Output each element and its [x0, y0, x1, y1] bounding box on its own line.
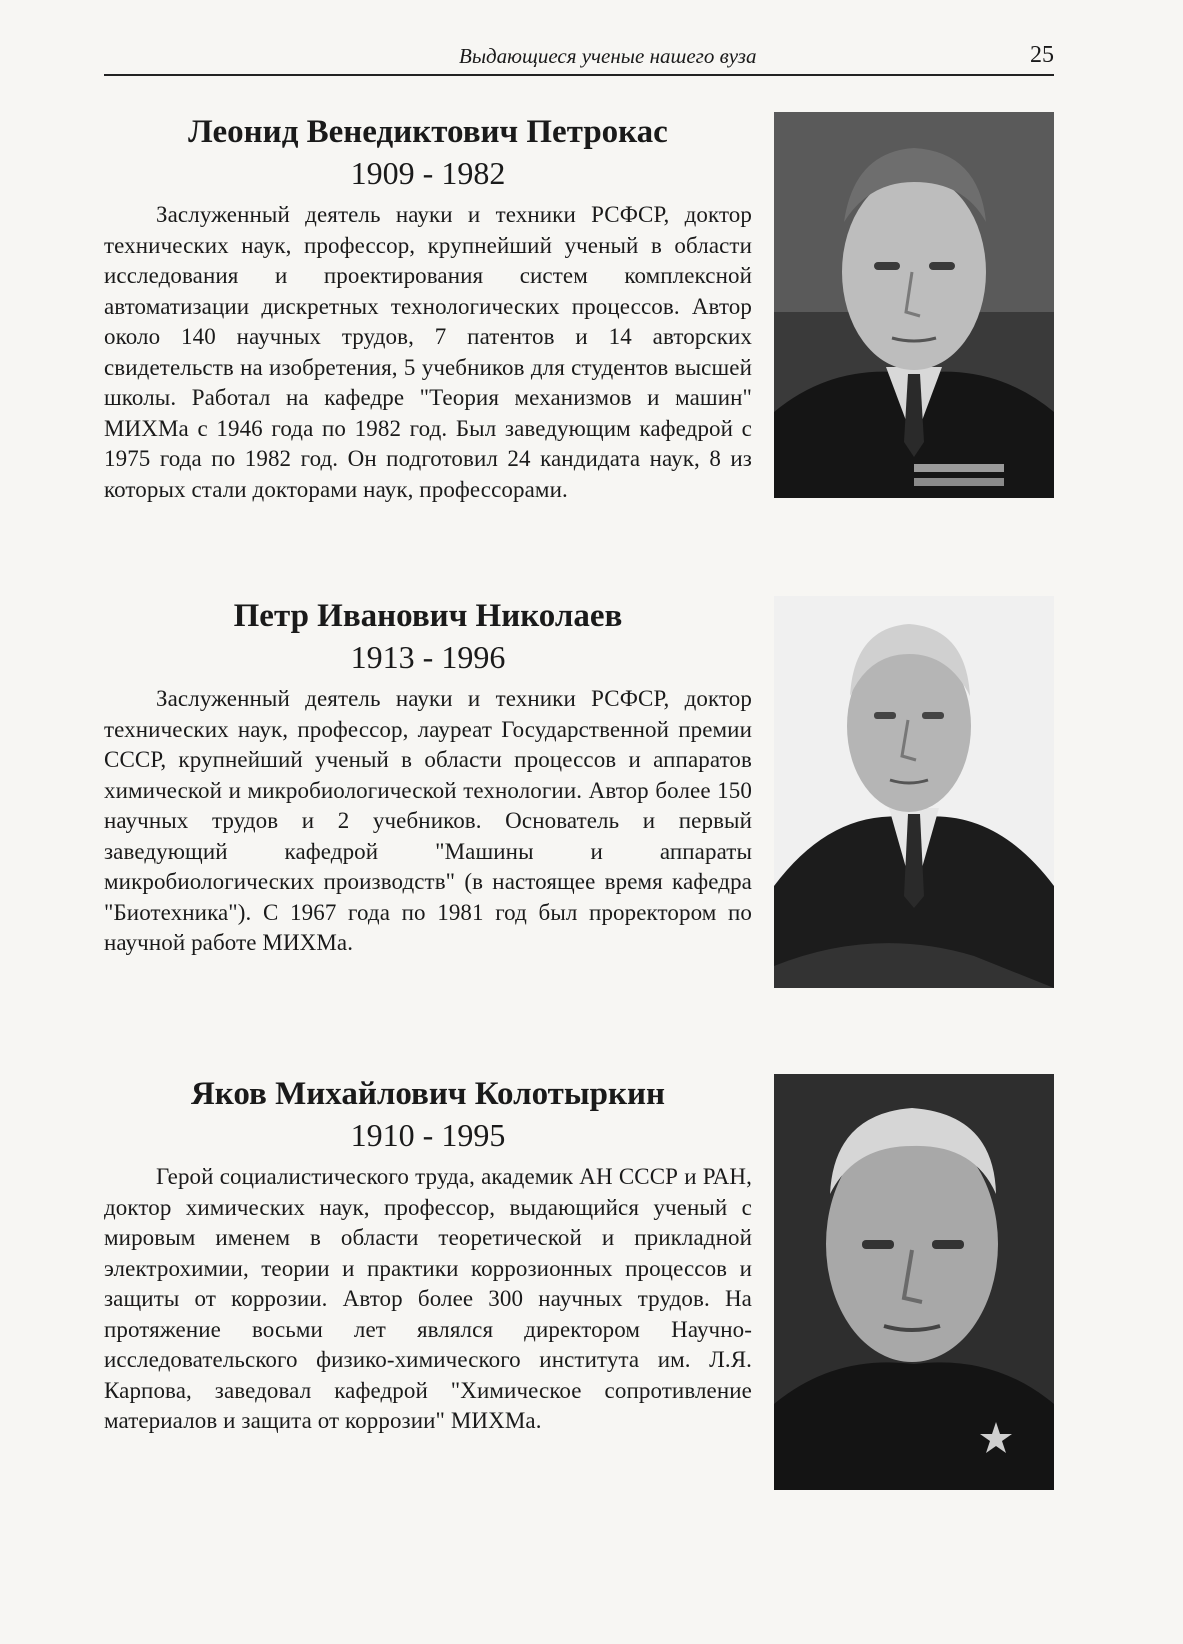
life-years: 1909 - 1982	[350, 155, 506, 191]
scientist-name: Петр Иванович Николаев	[233, 598, 623, 634]
biography-entry	[104, 112, 1054, 502]
life-years: 1910 - 1995	[350, 1117, 506, 1153]
biography-text: Герой социалистического труда, академик АН СССР и РАН, доктор химических наук, профессор, выдающийся ученый с мировым именем в области теоретической и прикладной электрохимии, теории и практики коррозионных процессов и защиты от коррозии. Автор более 300 научных трудов. На протяжение восьми лет являлся директором Научно-исследовательского физико-химического института им. Л.Я. Карпова, заведовал кафедрой "Химическое сопротивление материалов и защита от коррозии" МИХМа.	[104, 1164, 752, 1433]
scientist-name: Яков Михайлович Колотыркин	[190, 1076, 666, 1112]
page-header	[104, 38, 1054, 76]
entry-text	[104, 112, 752, 505]
running-head: Выдающиеся ученые нашего вуза	[459, 44, 757, 68]
page-number: 25	[1030, 42, 1054, 68]
portrait-photo	[774, 596, 1054, 988]
portrait-photo	[774, 1074, 1054, 1490]
scientist-name: Леонид Венедиктович Петрокас	[188, 114, 668, 150]
biography-entry	[104, 596, 1054, 988]
entry-text	[104, 1074, 752, 1437]
life-years: 1913 - 1996	[350, 639, 506, 675]
portrait-photo	[774, 112, 1054, 498]
biography-text: Заслуженный деятель науки и техники РСФСР, доктор технических наук, профессор, лауреат Государственной премии СССР, крупнейший ученый в области процессов и аппаратов химической и микробиологической технологии. Автор более 150 научных трудов и 2 учебников. Основатель и первый заведующий кафедрой "Машины и аппараты микробиологических производств" (в настоящее время кафедра "Биотехника"). С 1967 года по 1981 год был проректором по научной работе МИХМа.	[104, 686, 752, 955]
biography-text: Заслуженный деятель науки и техники РСФСР, доктор технических наук, профессор, крупнейший ученый в области исследования и проектирования систем комплексной автоматизации дискретных технологических процессов. Автор около 140 научных трудов, 7 патентов и 14 авторских свидетельств на изобретения, 5 учебников для студентов высшей школы. Работал на кафедре "Теория механизмов и машин" МИХМа с 1946 года по 1982 год. Был заведующим кафедрой с 1975 года по 1982 год. Он подготовил 24 кандидата наук, 8 из которых стали докторами наук, профессорами.	[104, 202, 752, 502]
entry-text	[104, 596, 752, 959]
biography-entry	[104, 1074, 1054, 1490]
